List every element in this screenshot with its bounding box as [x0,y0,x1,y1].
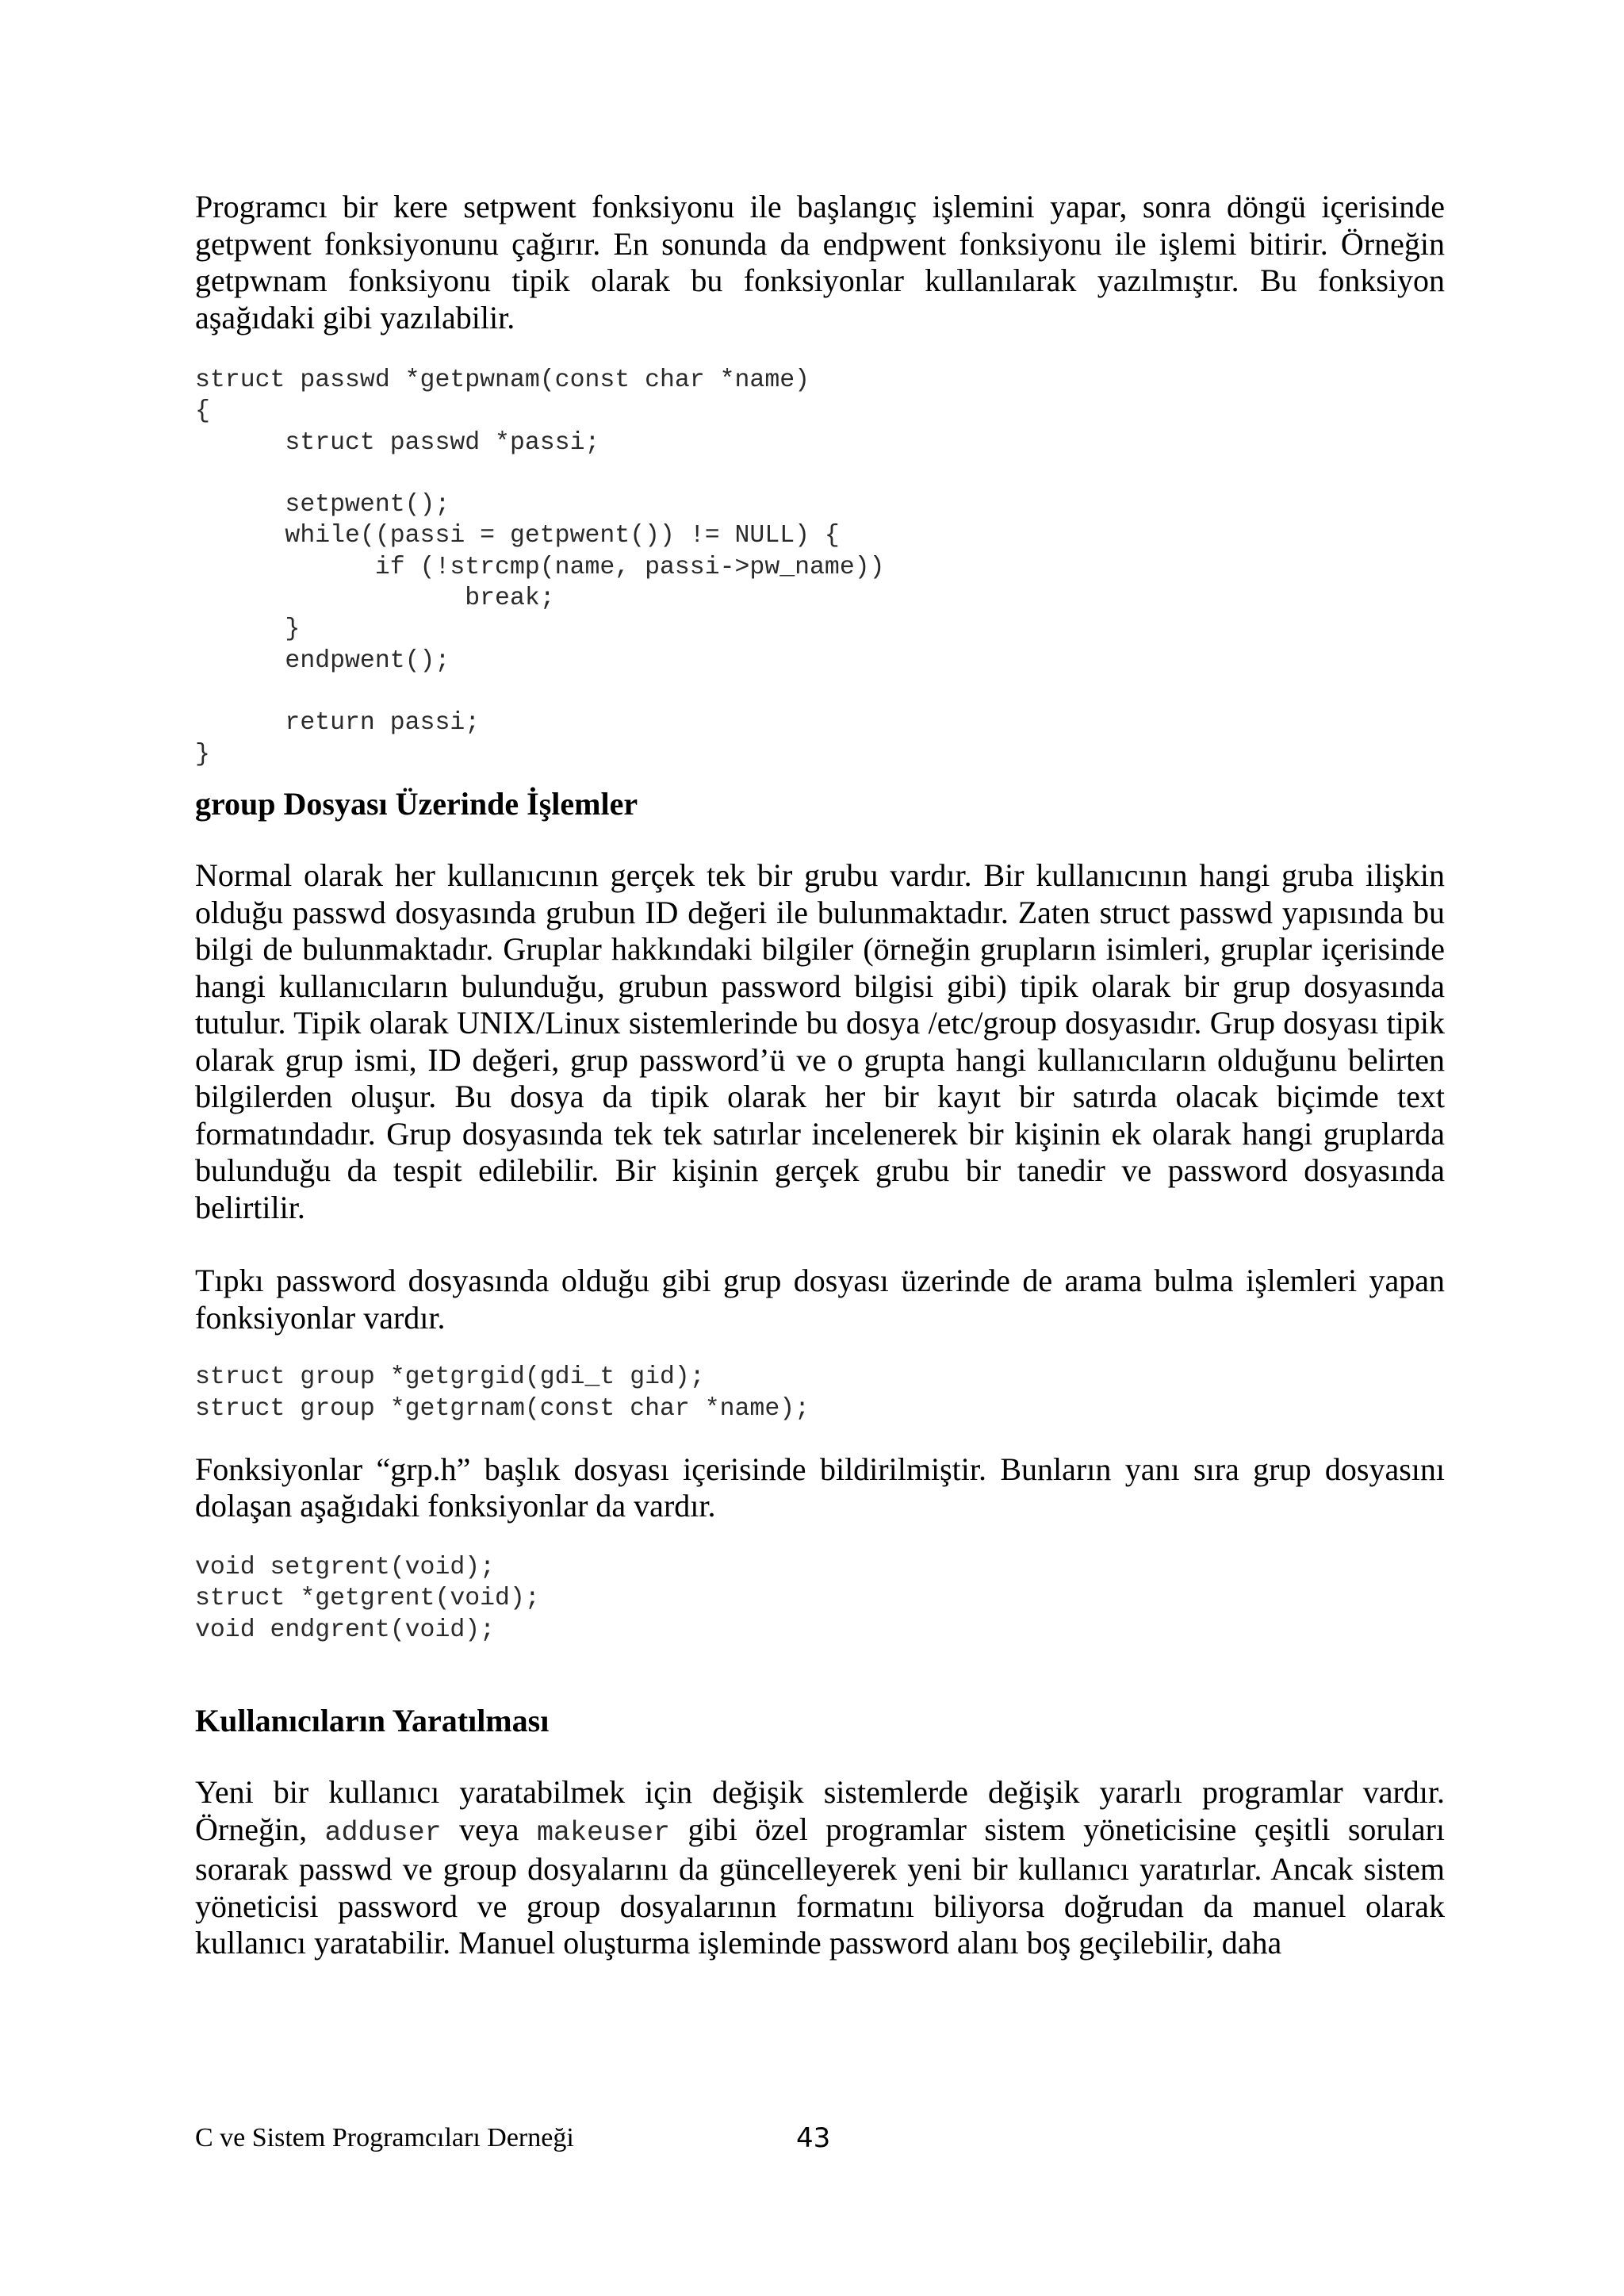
group-paragraph-2: Tıpkı password dosyasında olduğu gibi grup dosyası üzerinde de arama bulma işlemleri yapan fonksiyonlar vardır. [195,1263,1445,1336]
group-paragraph-3: Fonksiyonlar “grp.h” başlık dosyası içerisinde bildirilmiştir. Bunların yanı sıra grup dosyasını dolaşan aşağıdaki fonksiyonlar da vardır. [195,1451,1445,1524]
users-text-2: veya [441,1811,538,1847]
document-page [195,189,1445,1962]
group-paragraph-1: Normal olarak her kullanıcının gerçek tek bir grubu vardır. Bir kullanıcının hangi gruba ilişkin olduğu passwd dosyasında grubun ID değeri ile bulunmaktadır. Zaten struct passwd yapısında bu bilgi de bulunmaktadır. Gruplar hakkındaki bilgiler (örneğin grupların isimleri, gruplar içerisinde hangi kullanıcıların bulunduğu, grubun password bilgisi gibi) tipik olarak bir grup dosyasında tutulur. Tipik olarak UNIX/Linux sistemlerinde bu dosya /etc/group dosyasıdır. Grup dosyası tipik olarak grup ismi, ID değeri, grup password’ü ve o grupta hangi kullanıcıların olduğunu belirten bilgilerden oluşur. Bu dosya da tipik olarak her bir kayıt bir satırda olacak biçimde text formatındadır. Grup dosyasında tek tek satırlar incelenerek bir kişinin ek olarak hangi gruplarda bulunduğu da tespit edilebilir. Bir kişinin gerçek grubu bir tanedir ve password dosyasında belirtilir. [195,857,1445,1225]
users-text-1: Yeni bir kullanıcı yaratabilmek için değişik sistemlerde değişik yararlı programlar vardır. Örneğin, [195,1774,1445,1847]
footer-organization: C ve Sistem Programcıları Derneği [195,2123,574,2152]
code-block-getgr: struct group *getgrgid(gdi_t gid); struct group *getgrnam(const char *name); [195,1363,810,1423]
section-heading-group: group Dosyası Üzerinde İşlemler [195,785,638,822]
users-text-3: gibi özel programlar sistem yöneticisine çeşitli soruları sorarak passwd ve group dosyalarını da güncelleyerek yeni bir kullanıcı yaratırlar. Ancak sistem yöneticisi password ve group dosyalarının formatını biliyorsa doğrudan da manuel olarak kullanıcı yaratabilir. Manuel oluşturma işleminde password alanı boş geçilebilir, daha [195,1811,1446,1961]
section-heading-users: Kullanıcıların Yaratılması [195,1702,550,1738]
inline-code-makeuser: makeuser [537,1816,671,1849]
footer-page-number: 43 [796,2122,831,2154]
code-block-grent: void setgrent(void); struct *getgrent(void); void endgrent(void); [195,1553,540,1644]
inline-code-adduser: adduser [324,1816,442,1849]
intro-paragraph: Programcı bir kere setpwent fonksiyonu ile başlangıç işlemini yapar, sonra döngü içerisinde getpwent fonksiyonunu çağırır. En sonunda da endpwent fonksiyonu ile işlemi bitirir. Örneğin getpwnam fonksiyonu tipik olarak bu fonksiyonlar kullanılarak yazılmıştır. Bu fonksiyon aşağıdaki gibi yazılabilir. [195,189,1445,335]
code-block-getpwnam: struct passwd *getpwnam(const char *name) { struct passwd *passi; setpwent(); while((passi = getpwent()) != NULL) { if (!strcmp(name, passi->pw_name)) break; } endpwent(); return passi; } [195,366,885,769]
users-paragraph [195,1774,1445,1962]
